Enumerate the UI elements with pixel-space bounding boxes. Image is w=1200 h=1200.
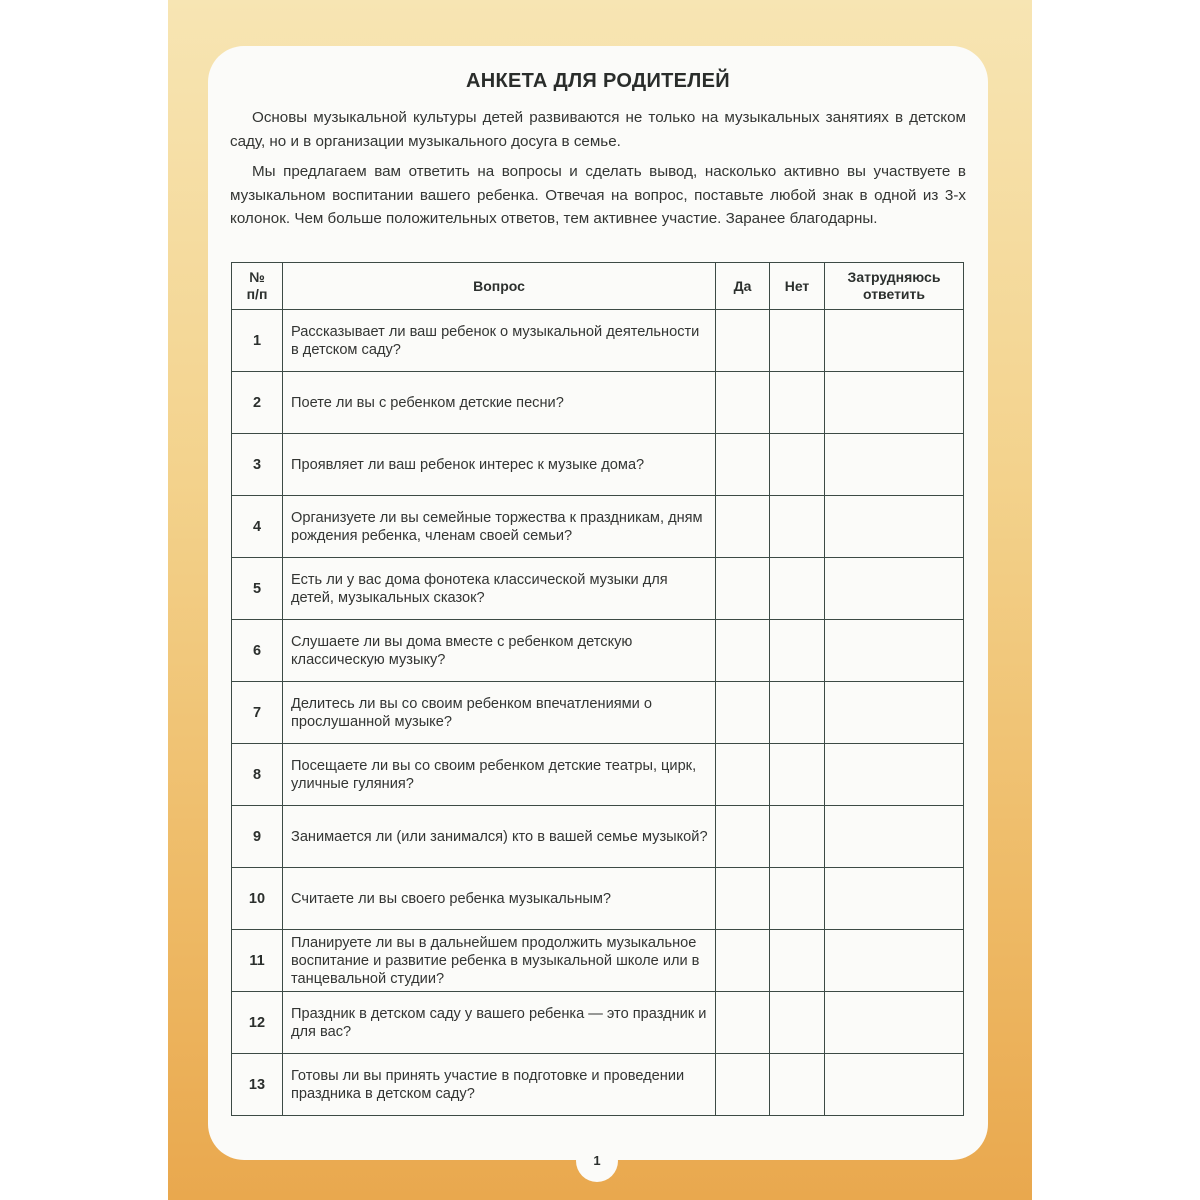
row-question: Посещаете ли вы со своим ребенком детские театры, цирк, уличные гуляния? [283,744,716,806]
answer-no-cell[interactable] [770,806,825,868]
answer-unsure-cell[interactable] [825,434,964,496]
header-no: Нет [770,263,825,310]
row-question: Занимается ли (или занимался) кто в вашей семье музыкой? [283,806,716,868]
header-yes: Да [716,263,770,310]
answer-unsure-cell[interactable] [825,558,964,620]
answer-no-cell[interactable] [770,682,825,744]
row-question: Слушаете ли вы дома вместе с ребенком детскую классическую музыку? [283,620,716,682]
page-number: 1 [576,1140,618,1182]
table-row [232,1054,964,1116]
intro-paragraph-2 [230,160,966,231]
row-number: 5 [232,558,283,620]
row-number: 13 [232,1054,283,1116]
answer-no-cell[interactable] [770,558,825,620]
header-num [232,263,283,310]
answer-no-cell[interactable] [770,620,825,682]
row-question: Рассказывает ли ваш ребенок о музыкальной деятельности в детском саду? [283,310,716,372]
table-row [232,744,964,806]
answer-unsure-cell[interactable] [825,496,964,558]
header-num-label: № п/п [246,269,268,302]
table-row [232,558,964,620]
answer-yes-cell[interactable] [716,434,770,496]
answer-no-cell[interactable] [770,372,825,434]
answer-yes-cell[interactable] [716,682,770,744]
answer-yes-cell[interactable] [716,868,770,930]
row-number: 4 [232,496,283,558]
answer-unsure-cell[interactable] [825,310,964,372]
table-row [232,930,964,992]
row-number: 2 [232,372,283,434]
row-number: 9 [232,806,283,868]
answer-no-cell[interactable] [770,744,825,806]
table-row [232,682,964,744]
row-question: Делитесь ли вы со своим ребенком впечатлениями о прослушанной музыке? [283,682,716,744]
row-question: Считаете ли вы своего ребенка музыкальным? [283,868,716,930]
answer-unsure-cell[interactable] [825,992,964,1054]
answer-yes-cell[interactable] [716,372,770,434]
answer-unsure-cell[interactable] [825,930,964,992]
table-row [232,620,964,682]
row-number: 11 [232,930,283,992]
answer-unsure-cell[interactable] [825,744,964,806]
row-number: 10 [232,868,283,930]
answer-unsure-cell[interactable] [825,620,964,682]
table-row [232,310,964,372]
intro-paragraph-1 [230,106,966,153]
table-row [232,496,964,558]
answer-yes-cell[interactable] [716,930,770,992]
row-question: Организуете ли вы семейные торжества к праздникам, дням рождения ребенка, членам своей семьи? [283,496,716,558]
answer-no-cell[interactable] [770,992,825,1054]
answer-yes-cell[interactable] [716,558,770,620]
row-question: Праздник в детском саду у вашего ребенка — это праздник и для вас? [283,992,716,1054]
answer-unsure-cell[interactable] [825,868,964,930]
answer-unsure-cell[interactable] [825,372,964,434]
row-number: 12 [232,992,283,1054]
row-question: Проявляет ли ваш ребенок интерес к музыке дома? [283,434,716,496]
answer-yes-cell[interactable] [716,496,770,558]
answer-no-cell[interactable] [770,930,825,992]
row-number: 7 [232,682,283,744]
answer-no-cell[interactable] [770,310,825,372]
answer-yes-cell[interactable] [716,992,770,1054]
answer-no-cell[interactable] [770,1054,825,1116]
answer-no-cell[interactable] [770,868,825,930]
row-question: Есть ли у вас дома фонотека классической музыки для детей, музыкальных сказок? [283,558,716,620]
table-row [232,992,964,1054]
header-unsure [825,263,964,310]
answer-yes-cell[interactable] [716,310,770,372]
answer-unsure-cell[interactable] [825,806,964,868]
answer-no-cell[interactable] [770,434,825,496]
row-number: 6 [232,620,283,682]
answer-yes-cell[interactable] [716,744,770,806]
page-title: АНКЕТА ДЛЯ РОДИТЕЛЕЙ [466,70,730,92]
answer-yes-cell[interactable] [716,806,770,868]
row-number: 1 [232,310,283,372]
table-row [232,434,964,496]
table-header-row [232,263,964,310]
intro-text-1: Основы музыкальной культуры детей развиваются не только на музыкальных занятиях в детском саду, но и в организации музыкального досуга в семье. [230,109,966,150]
row-number: 8 [232,744,283,806]
header-unsure-label: Затрудняюсь ответить [847,269,941,302]
answer-yes-cell[interactable] [716,620,770,682]
table-row [232,868,964,930]
intro-text-2: Мы предлагаем вам ответить на вопросы и сделать вывод, насколько активно вы участвуете в музыкальном воспитании вашего ребенка. Отвечая на вопрос, поставьте любой знак в одной из 3-х колонок. Чем больше положительных ответов, тем активнее участие. Заранее благодарны. [230,163,966,227]
table-row [232,372,964,434]
questionnaire-table [231,262,964,1116]
row-number: 3 [232,434,283,496]
answer-no-cell[interactable] [770,496,825,558]
row-question: Планируете ли вы в дальнейшем продолжить музыкальное воспитание и развитие ребенка в музыкальной школе или в танцевальной студии? [283,930,716,992]
row-question: Готовы ли вы принять участие в подготовке и проведении праздника в детском саду? [283,1054,716,1116]
row-question: Поете ли вы с ребенком детские песни? [283,372,716,434]
table-row [232,806,964,868]
answer-yes-cell[interactable] [716,1054,770,1116]
header-question: Вопрос [283,263,716,310]
answer-unsure-cell[interactable] [825,1054,964,1116]
answer-unsure-cell[interactable] [825,682,964,744]
